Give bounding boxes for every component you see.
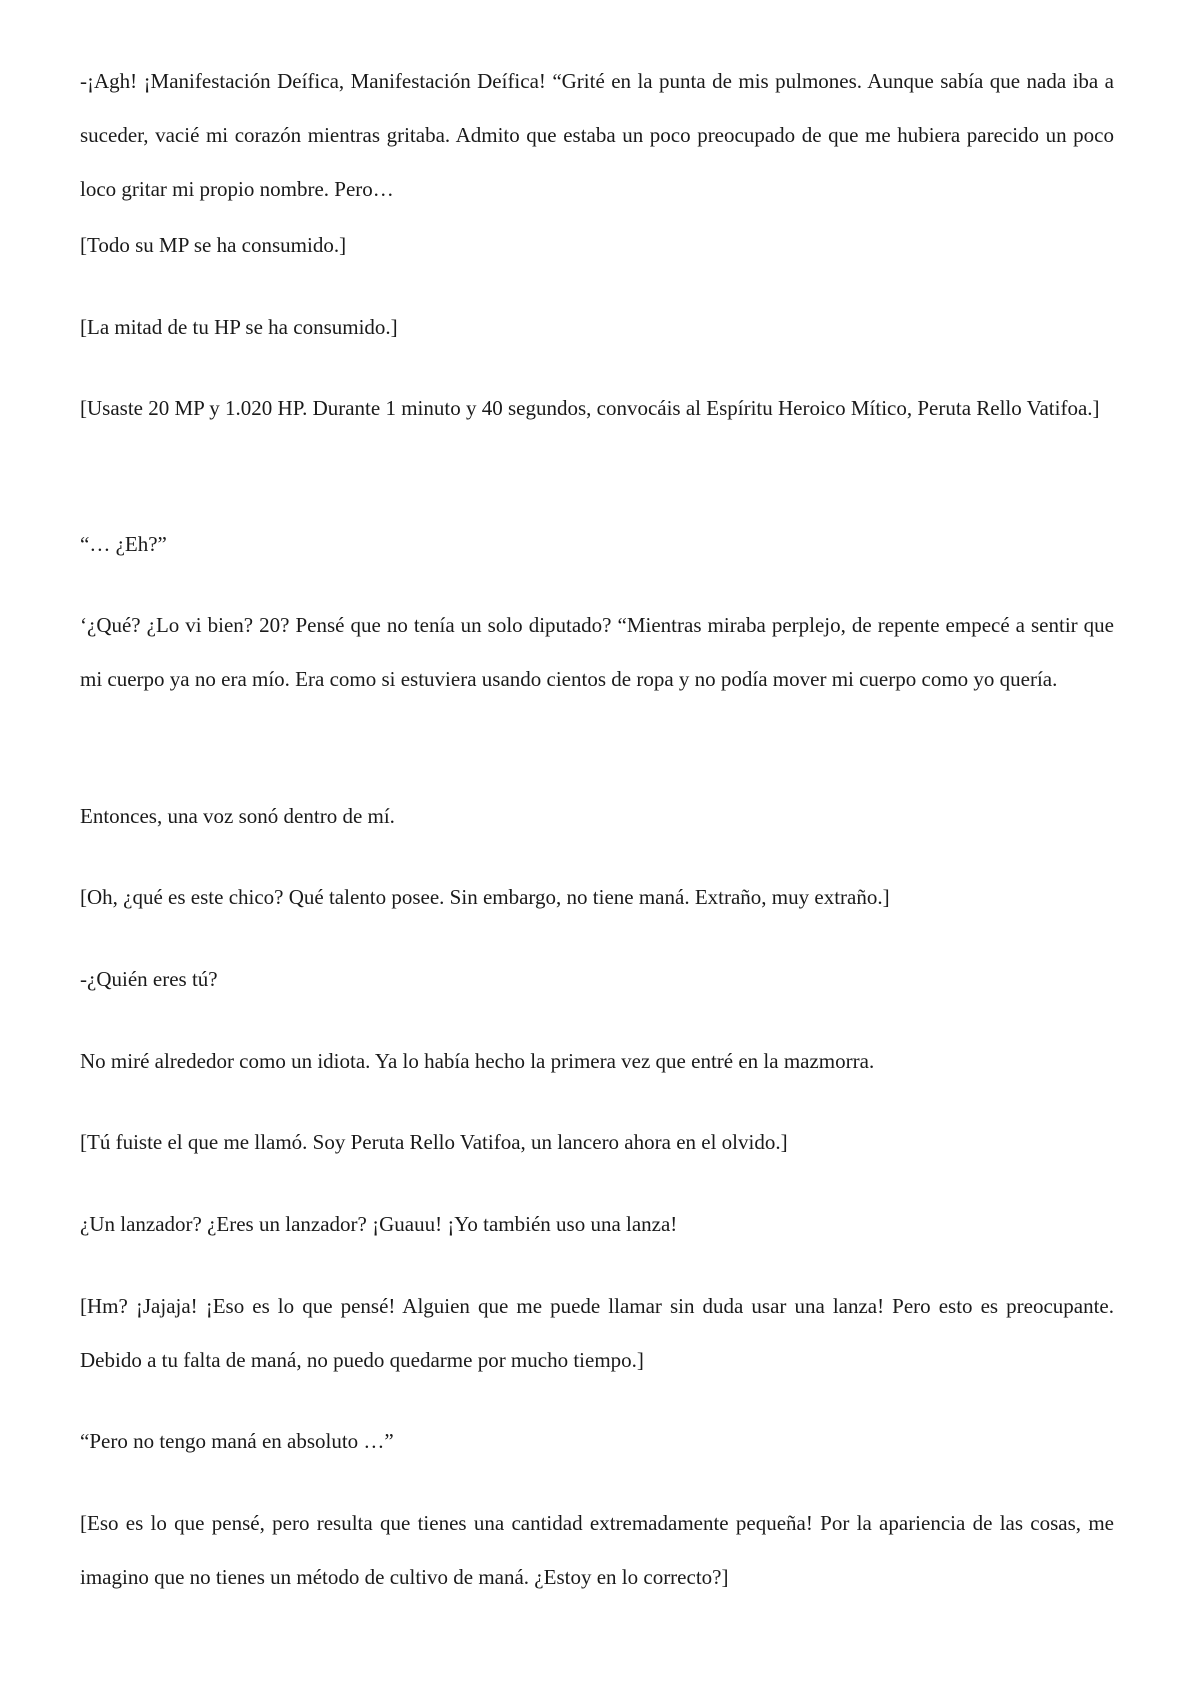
paragraph-6: ‘¿Qué? ¿Lo vi bien? 20? Pensé que no tenía un solo diputado? “Mientras miraba perplejo, de repente empecé a sentir que mi cuerpo ya no era mío. Era como si estuviera usando cientos de ropa y no podía mover mi cuerpo como yo quería. [80,613,1114,691]
paragraph-9: -¿Quién eres tú? [80,967,218,991]
paragraph-2: [Todo su MP se ha consumido.] [80,233,347,257]
paragraph-3: [La mitad de tu HP se ha consumido.] [80,315,398,339]
paragraph-12: ¿Un lanzador? ¿Eres un lanzador? ¡Guauu! ¡Yo también uso una lanza! [80,1212,678,1236]
paragraph-7: Entonces, una voz sonó dentro de mí. [80,804,395,828]
paragraph-13: [Hm? ¡Jajaja! ¡Eso es lo que pensé! Alguien que me puede llamar sin duda usar una lanza! Pero esto es preocupante. Debido a tu falta de maná, no puedo quedarme por mucho tiempo.] [80,1294,1114,1372]
paragraph-4: [Usaste 20 MP y 1.020 HP. Durante 1 minuto y 40 segundos, convocáis al Espíritu Heroico Mítico, Peruta Rello Vatifoa.] [80,396,1100,420]
paragraph-14: “Pero no tengo maná en absoluto …” [80,1429,394,1453]
paragraph-5: “… ¿Eh?” [80,532,167,556]
paragraph-1: -¡Agh! ¡Manifestación Deífica, Manifestación Deífica! “Grité en la punta de mis pulmones. Aunque sabía que nada iba a suceder, vacié mi corazón mientras gritaba. Admito que estaba un poco preocupado de que me hubiera parecido un poco loco gritar mi propio nombre. Pero… [80,69,1114,201]
paragraph-8: [Oh, ¿qué es este chico? Qué talento posee. Sin embargo, no tiene maná. Extraño, muy extraño.] [80,885,890,909]
paragraph-15: [Eso es lo que pensé, pero resulta que tienes una cantidad extremadamente pequeña! Por la apariencia de las cosas, me imagino que no tienes un método de cultivo de maná. ¿Estoy en lo correcto?] [80,1511,1114,1589]
paragraph-10: No miré alrededor como un idiota. Ya lo había hecho la primera vez que entré en la mazmorra. [80,1049,875,1073]
paragraph-11: [Tú fuiste el que me llamó. Soy Peruta Rello Vatifoa, un lancero ahora en el olvido.] [80,1130,788,1154]
